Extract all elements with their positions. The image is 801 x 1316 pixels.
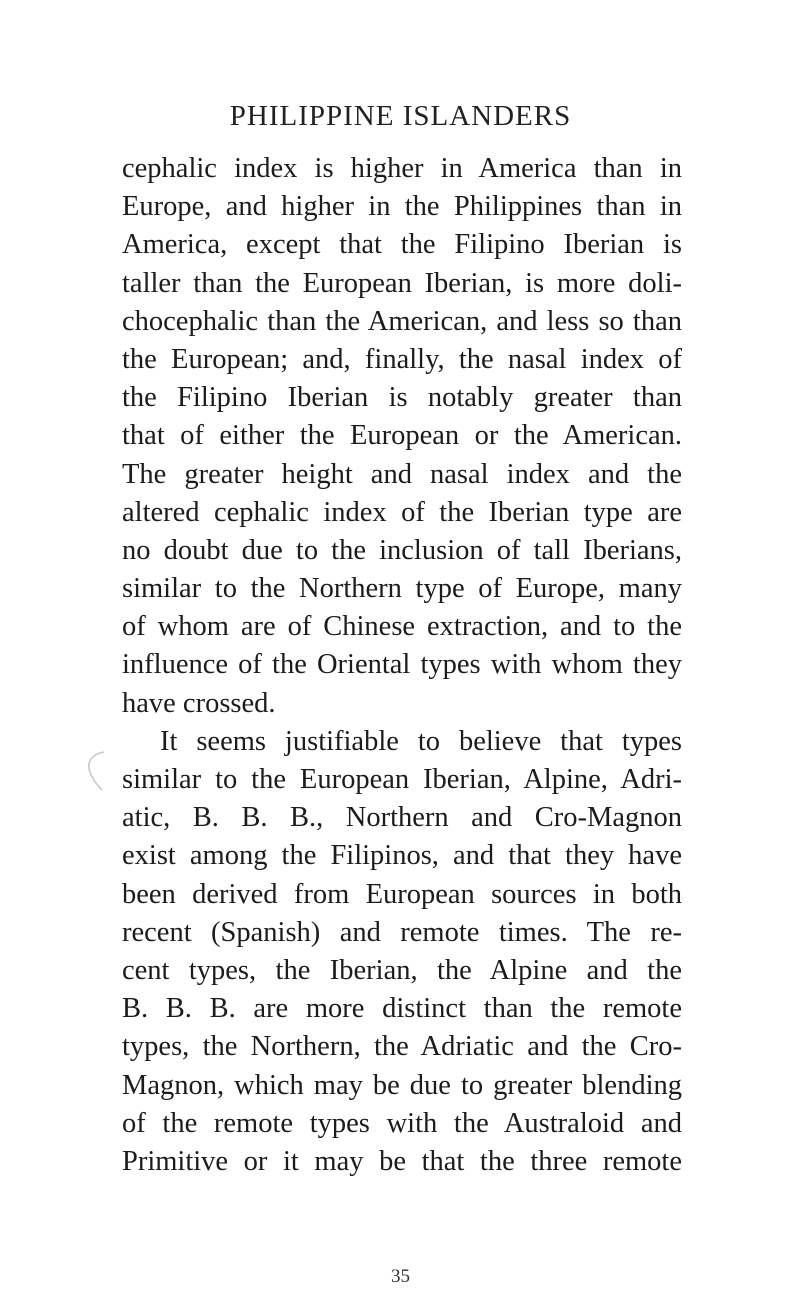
text-line: similar to the Northern type of Europe, many bbox=[122, 573, 682, 605]
text-line: exist among the Filipinos, and that they have bbox=[122, 840, 682, 872]
paragraph-1 bbox=[122, 150, 682, 723]
text-line: B. B. B. are more distinct than the remote bbox=[122, 993, 682, 1025]
text-line: Magnon, which may be due to greater blending bbox=[122, 1069, 682, 1101]
text-line: chocephalic than the American, and less so than bbox=[122, 305, 682, 337]
text-line: no doubt due to the inclusion of tall Iberians, bbox=[122, 534, 682, 566]
text-line: similar to the European Iberian, Alpine, Adri- bbox=[122, 764, 682, 795]
text-line: types, the Northern, the Adriatic and the Cro- bbox=[122, 1031, 682, 1063]
text-line: altered cephalic index of the Iberian type are bbox=[122, 496, 682, 528]
body-text bbox=[122, 150, 682, 1181]
text-line: Europe, and higher in the Philippines than in bbox=[122, 191, 682, 223]
text-line: cent types, the Iberian, the Alpine and the bbox=[122, 954, 682, 986]
text-line: cephalic index is higher in America than in bbox=[122, 153, 682, 184]
page-number: 35 bbox=[391, 1266, 410, 1287]
text-line: Primitive or it may be that the three remote bbox=[122, 1145, 682, 1177]
text-line: influence of the Oriental types with whom they bbox=[122, 649, 682, 681]
text-line: The greater height and nasal index and the bbox=[122, 458, 682, 490]
text-line: of the remote types with the Australoid and bbox=[122, 1107, 682, 1139]
margin-bracket-mark bbox=[82, 748, 112, 796]
text-line: of whom are of Chinese extraction, and to the bbox=[122, 611, 682, 643]
text-line: the Filipino Iberian is notably greater than bbox=[122, 382, 682, 414]
text-line: recent (Spanish) and remote times. The re- bbox=[122, 916, 682, 948]
text-line: have crossed. bbox=[122, 687, 276, 719]
text-line: taller than the European Iberian, is more doli- bbox=[122, 267, 682, 299]
text-line: been derived from European sources in both bbox=[122, 878, 682, 910]
text-line: America, except that the Filipino Iberian is bbox=[122, 229, 682, 261]
text-line: the European; and, finally, the nasal index of bbox=[122, 343, 682, 375]
paragraph-2 bbox=[122, 723, 682, 1181]
text-line: atic, B. B. B., Northern and Cro-Magnon bbox=[122, 802, 682, 834]
text-line: It seems justifiable to believe that types bbox=[160, 725, 682, 757]
running-head: PHILIPPINE ISLANDERS bbox=[229, 100, 572, 132]
text-line: that of either the European or the American. bbox=[122, 420, 682, 452]
